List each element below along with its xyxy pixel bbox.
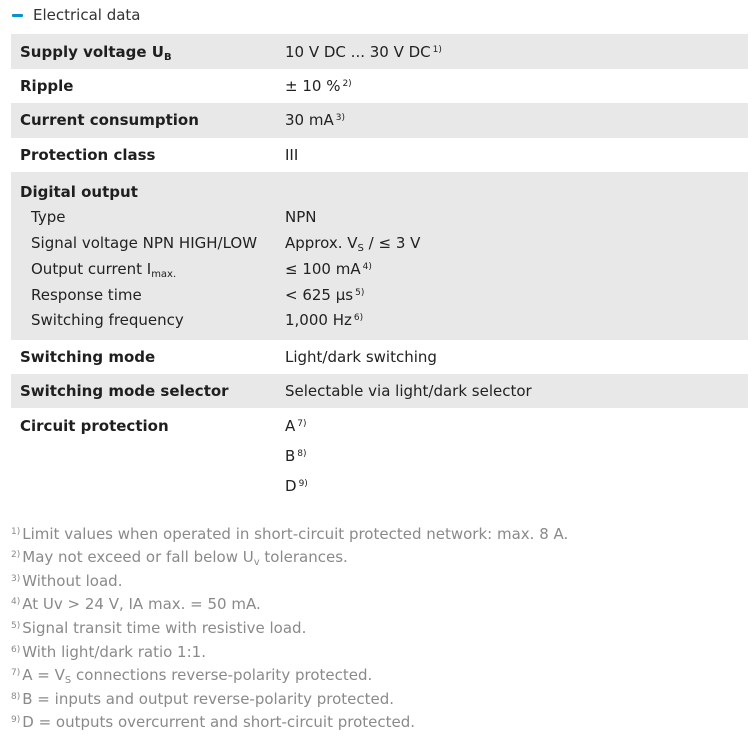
row-value: A $^{7)}$ <box>285 417 307 435</box>
footnote-ref[interactable]: 7) <box>297 419 307 429</box>
sub-value-switching-frequency: 1,000 Hz $^{6)}$ <box>285 311 364 329</box>
footnote-ref[interactable]: 1) <box>432 45 442 55</box>
row-label: Ripple <box>20 77 74 95</box>
footnote-1: $^{1)}$ Limit values when operated in short-circuit protected network: max. 8 A. <box>11 525 569 543</box>
minus-icon[interactable] <box>12 14 23 17</box>
footnote-ref[interactable]: 2) <box>342 79 352 89</box>
row-switching-mode-selector <box>11 374 748 408</box>
row-value: 30 mA $^{3)}$ <box>285 111 345 129</box>
row-switching-mode <box>11 340 748 374</box>
row-digital-output <box>11 172 748 340</box>
footnote-6: $^{6)}$ With light/dark ratio 1:1. <box>11 643 206 661</box>
footnote-3: $^{3)}$ Without load. <box>11 572 123 590</box>
footnote-ref[interactable]: 4) <box>362 262 372 272</box>
row-current-consumption <box>11 103 748 138</box>
footnote-9: $^{9)}$ D = outputs overcurrent and short-circuit protected. <box>11 713 416 731</box>
sub-value-output-current: ≤ 100 mA $^{4)}$ <box>285 260 372 278</box>
row-value: D $^{9)}$ <box>285 477 308 495</box>
row-label: Supply voltage $U_B$ <box>20 43 172 63</box>
row-label: Digital output <box>20 183 138 201</box>
row-value: B $^{8)}$ <box>285 447 307 465</box>
row-ripple <box>11 69 748 103</box>
footnote-ref[interactable]: 8) <box>297 449 307 459</box>
sub-label-signal-voltage: Signal voltage NPN HIGH/LOW <box>31 234 258 252</box>
sub-label-switching-frequency: Switching frequency <box>31 311 184 329</box>
sub-value-type: NPN <box>285 208 317 226</box>
sub-label-type: Type <box>31 208 66 226</box>
row-value: 10 V DC ... 30 V DC $^{1)}$ <box>285 43 442 61</box>
row-supply-voltage <box>11 34 748 69</box>
section-header-electrical-data[interactable] <box>12 4 141 26</box>
section-title: Electrical data <box>33 6 141 24</box>
footnote-4: $^{4)}$ At Uv > 24 V, IA max. = 50 mA. <box>11 595 261 613</box>
row-circuit-protection <box>11 408 748 508</box>
sub-label-output-current: Output current $I_{max.}$ <box>31 260 177 280</box>
footnote-8: $^{8)}$ B = inputs and output reverse-polarity protected. <box>11 690 395 708</box>
row-label: Circuit protection <box>20 417 169 435</box>
row-value: III <box>285 146 299 164</box>
sub-label-response-time: Response time <box>31 286 142 304</box>
row-label: Switching mode selector <box>20 382 229 400</box>
row-protection-class <box>11 138 748 172</box>
row-label: Current consumption <box>20 111 199 129</box>
footnote-2: $^{2)}$ May not exceed or fall below $U_v$ tolerances. <box>11 548 348 568</box>
row-value: Selectable via light/dark selector <box>285 382 532 400</box>
sub-value-response-time: < 625 µs $^{5)}$ <box>285 286 365 304</box>
footnote-7: $^{7)}$ $A = V_S$ connections reverse-polarity protected. <box>11 666 373 686</box>
footnote-ref[interactable]: 3) <box>335 113 345 123</box>
row-label: Switching mode <box>20 348 156 366</box>
footnote-ref[interactable]: 9) <box>298 479 308 489</box>
footnote-ref[interactable]: 6) <box>353 313 364 323</box>
row-label: Protection class <box>20 146 156 164</box>
row-value: ± 10 % $^{2)}$ <box>285 77 352 95</box>
footnote-ref[interactable]: 5) <box>355 288 365 298</box>
row-value: Light/dark switching <box>285 348 437 366</box>
sub-value-signal-voltage: Approx. $V_S$ / ≤ 3 V <box>285 234 421 254</box>
footnote-5: $^{5)}$ Signal transit time with resistive load. <box>11 619 307 637</box>
